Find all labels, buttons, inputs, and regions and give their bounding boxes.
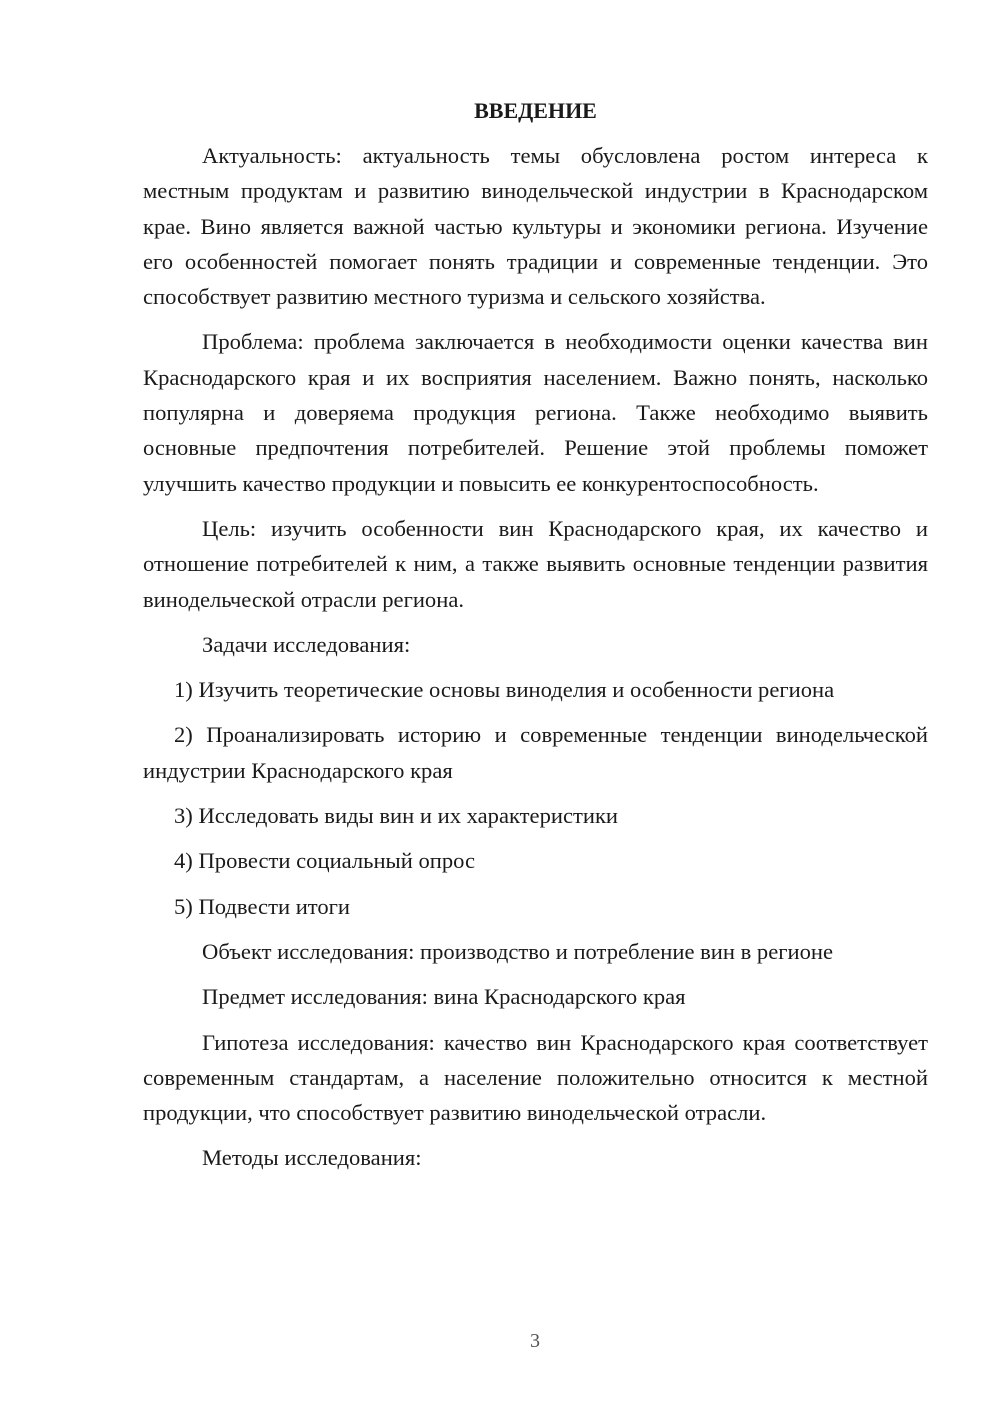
hypothesis-paragraph: Гипотеза исследования: качество вин Краснодарского края соответствует современным стандартам, а население положительно относится к местной продукции, что способствует развитию винодельческой отрасли. — [143, 1029, 928, 1126]
goal-paragraph: Цель: изучить особенности вин Краснодарского края, их качество и отношение потребителей к ним, а также выявить основные тенденции развития винодельческой отрасли региона. — [143, 515, 928, 612]
subject-paragraph: Предмет исследования: вина Краснодарского края — [202, 984, 686, 1010]
task-item-3: 3) Исследовать виды вин и их характеристики — [174, 803, 619, 829]
methods-heading: Методы исследования: — [202, 1145, 422, 1171]
task-item-5: 5) Подвести итоги — [174, 893, 351, 919]
object-paragraph: Объект исследования: производство и потребление вин в регионе — [202, 938, 834, 964]
task-item-2: 2) Проанализировать историю и современные тенденции винодельческой индустрии Краснодарского края — [143, 722, 928, 783]
page-title: ВВЕДЕНИЕ — [474, 98, 597, 123]
page-number: 3 — [530, 1330, 540, 1352]
task-item-1: 1) Изучить теоретические основы виноделия и особенности региона — [174, 677, 835, 703]
task-item-4: 4) Провести социальный опрос — [174, 848, 476, 874]
page-body — [143, 96, 928, 1186]
relevance-paragraph: Актуальность: актуальность темы обусловлена ростом интереса к местным продуктам и развитию винодельческой индустрии в Краснодарском крае. Вино является важной частью культуры и экономики региона. Изучение его особенностей помогает понять традиции и современные тенденции. Это способствует развитию местного туризма и сельского хозяйства. — [143, 143, 928, 310]
problem-paragraph: Проблема: проблема заключается в необходимости оценки качества вин Краснодарского края и их восприятия населением. Важно понять, насколько популярна и доверяема продукция региона. Также необходимо выявить основные предпочтения потребителей. Решение этой проблемы поможет улучшить качество продукции и повысить ее конкурентоспособность. — [143, 329, 928, 496]
tasks-heading: Задачи исследования: — [202, 631, 411, 657]
